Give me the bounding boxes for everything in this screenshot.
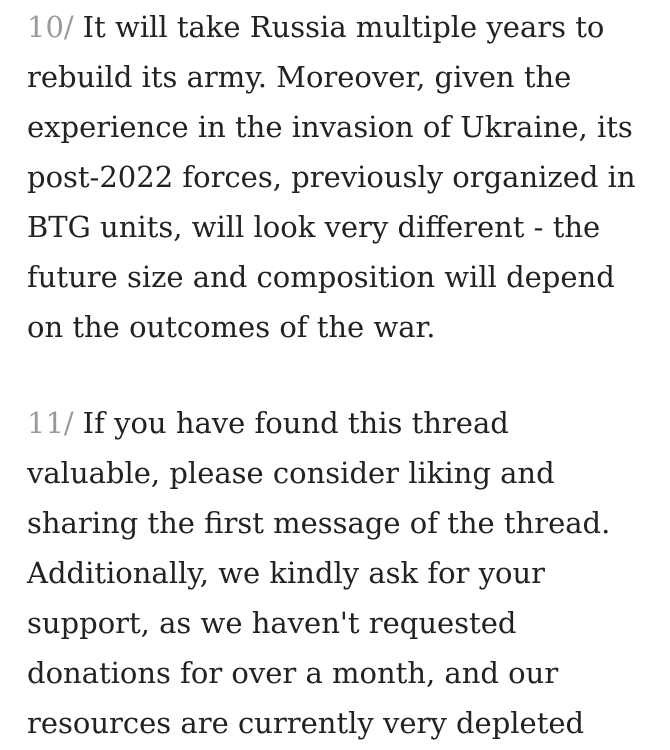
post-number: 11/ (27, 406, 74, 440)
post-line: on the outcomes of the war. (27, 310, 436, 344)
post-line-text: If you have found this thread (82, 406, 509, 440)
post-line (27, 2, 647, 52)
post-line: valuable, please consider liking and (27, 456, 555, 490)
thread-post-10 (27, 0, 647, 352)
post-line: post-2022 forces, previously organized in (27, 160, 636, 194)
post-line: BTG units, will look very different - the (27, 210, 601, 244)
post-line: support, as we haven't requested (27, 606, 517, 640)
post-line (27, 398, 647, 448)
post-line: sharing the first message of the thread. (27, 506, 611, 540)
post-line: Additionally, we kindly ask for your (27, 556, 546, 590)
post-line: experience in the invasion of Ukraine, its (27, 110, 633, 144)
post-line: rebuild its army. Moreover, given the (27, 60, 572, 94)
post-line: future size and composition will depend (27, 260, 615, 294)
post-line: donations for over a month, and our (27, 656, 559, 690)
post-number: 10/ (27, 10, 74, 44)
thread-post-11 (27, 398, 647, 748)
post-line-text: It will take Russia multiple years to (82, 10, 605, 44)
post-line: resources are currently very depleted (27, 706, 585, 740)
thread-text (27, 0, 647, 748)
